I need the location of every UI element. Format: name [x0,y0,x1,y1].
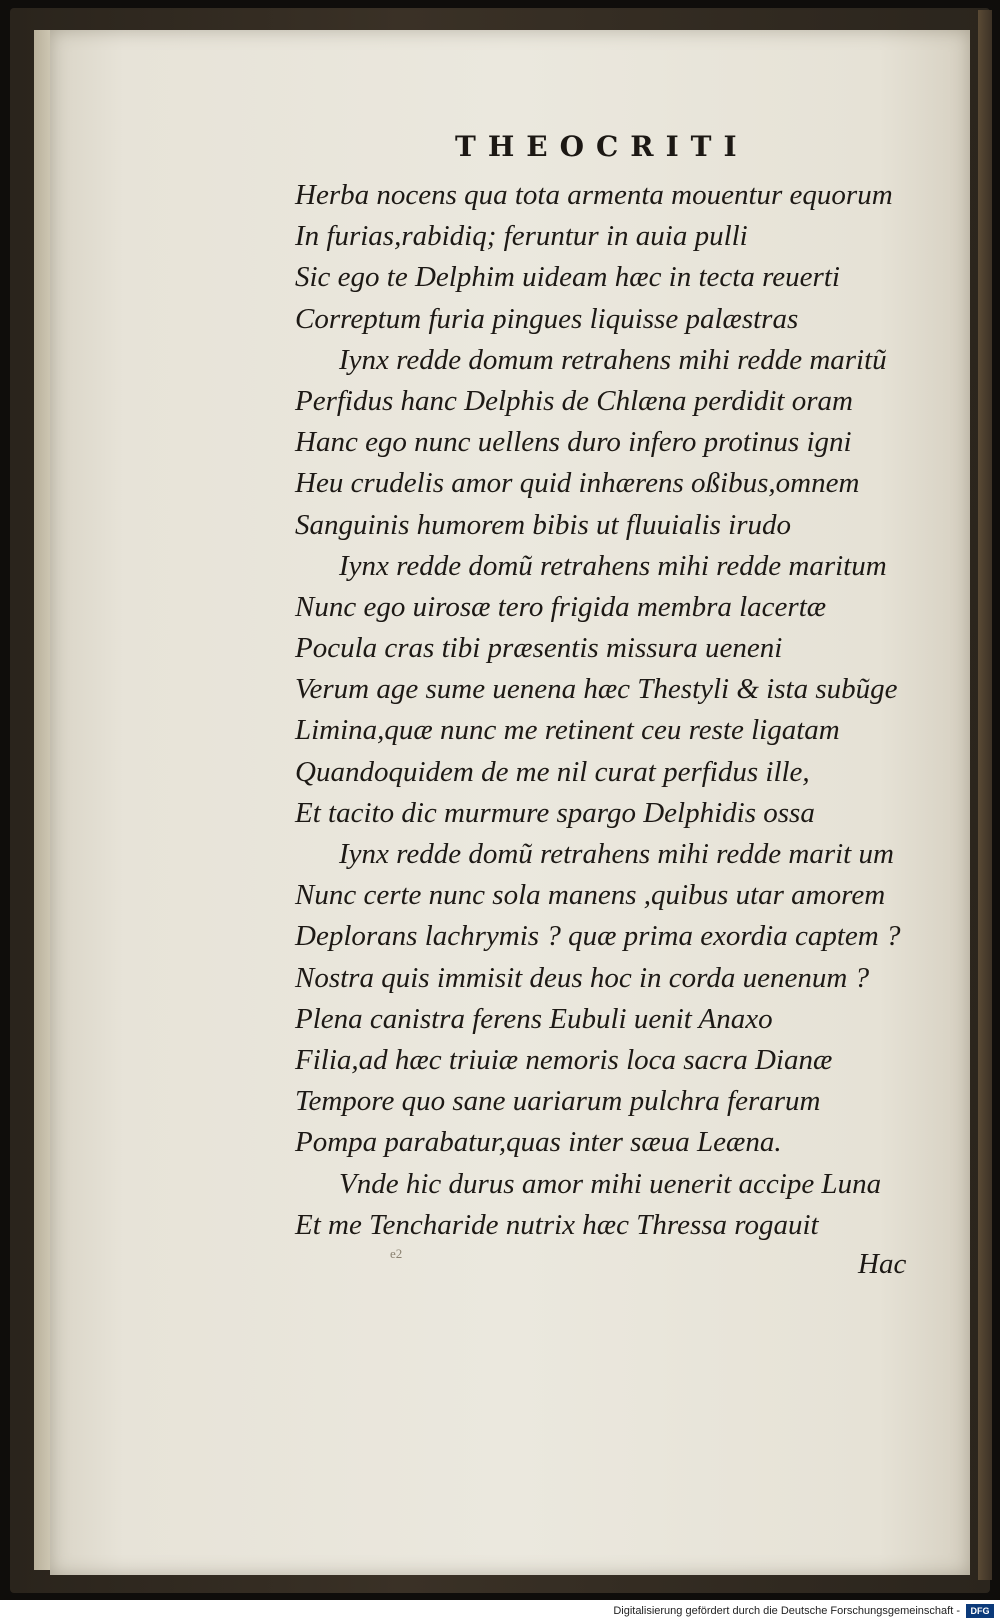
verse-line: Deplorans lachrymis ? quæ prima exordia captem ? [295,920,901,953]
footer-credit-text: Digitalisierung gefördert durch die Deutsche Forschungsgemeinschaft - [613,1605,960,1617]
verse-line: Sic ego te Delphim uideam hæc in tecta reuerti [295,261,840,294]
catchword: Hac [858,1248,907,1280]
verse-line: Pocula cras tibi præsentis missura ueneni [295,632,783,665]
verse-line: Et tacito dic murmure spargo Delphidis ossa [295,796,815,829]
verse-line: Pompa parabatur,quas inter sæua Leæna. [295,1126,782,1159]
verse-line: Herba nocens qua tota armenta mouentur equorum [295,179,893,211]
verse-line: Heu crudelis amor quid inhærens oßibus,omnem [295,467,860,500]
verse-line: Nostra quis immisit deus hoc in corda uenenum ? [295,961,870,994]
verse-line: Tempore quo sane uariarum pulchra ferarum [295,1085,821,1118]
digitization-footer [0,1600,1000,1623]
verse-line: Vnde hic durus amor mihi uenerit accipe Luna [339,1167,882,1200]
verse-line: Perfidus hanc Delphis de Chlæna perdidit oram [295,384,853,417]
verse-line: Et me Tencharide nutrix hæc Thressa rogauit [295,1208,819,1241]
verse-line: Quandoquidem de me nil curat perfidus ille, [295,755,810,788]
verse-line: Sanguinis humorem bibis ut fluuialis irudo [295,508,791,541]
verse-line: In furias,rabidiq; feruntur in auia pulli [295,220,748,253]
running-head: THEOCRITI [455,130,749,163]
verse-line: Nunc certe nunc sola manens ,quibus utar amorem [295,879,886,912]
verse-line: Plena canistra ferens Eubuli uenit Anaxo [295,1002,773,1035]
verse-block [295,175,925,1246]
verse-line: Verum age sume uenena hæc Thestyli & ista subũge [295,673,898,706]
verse-line: Limina,quæ nunc me retinent ceu reste ligatam [295,714,840,747]
book-board-edge [978,10,992,1580]
verse-line: Iynx redde domũ retrahens mihi redde marit um [339,838,894,870]
book-page [50,30,970,1575]
dfg-logo: DFG [966,1604,994,1618]
verse-line: Nunc ego uirosæ tero frigida membra lacertæ [295,590,827,623]
verse-line: Hanc ego nunc uellens duro infero protinus igni [295,426,852,459]
verse-line: Filia,ad hæc triuiæ nemoris loca sacra Dianæ [295,1043,833,1076]
verse-line: Correptum furia pingues liquisse palæstras [295,302,799,335]
verse-line: Iynx redde domum retrahens mihi redde maritũ [339,343,887,376]
verse-line: Iynx redde domũ retrahens mihi redde maritum [339,549,887,582]
signature-mark: e2 [390,1246,403,1261]
page-content [50,30,970,1575]
